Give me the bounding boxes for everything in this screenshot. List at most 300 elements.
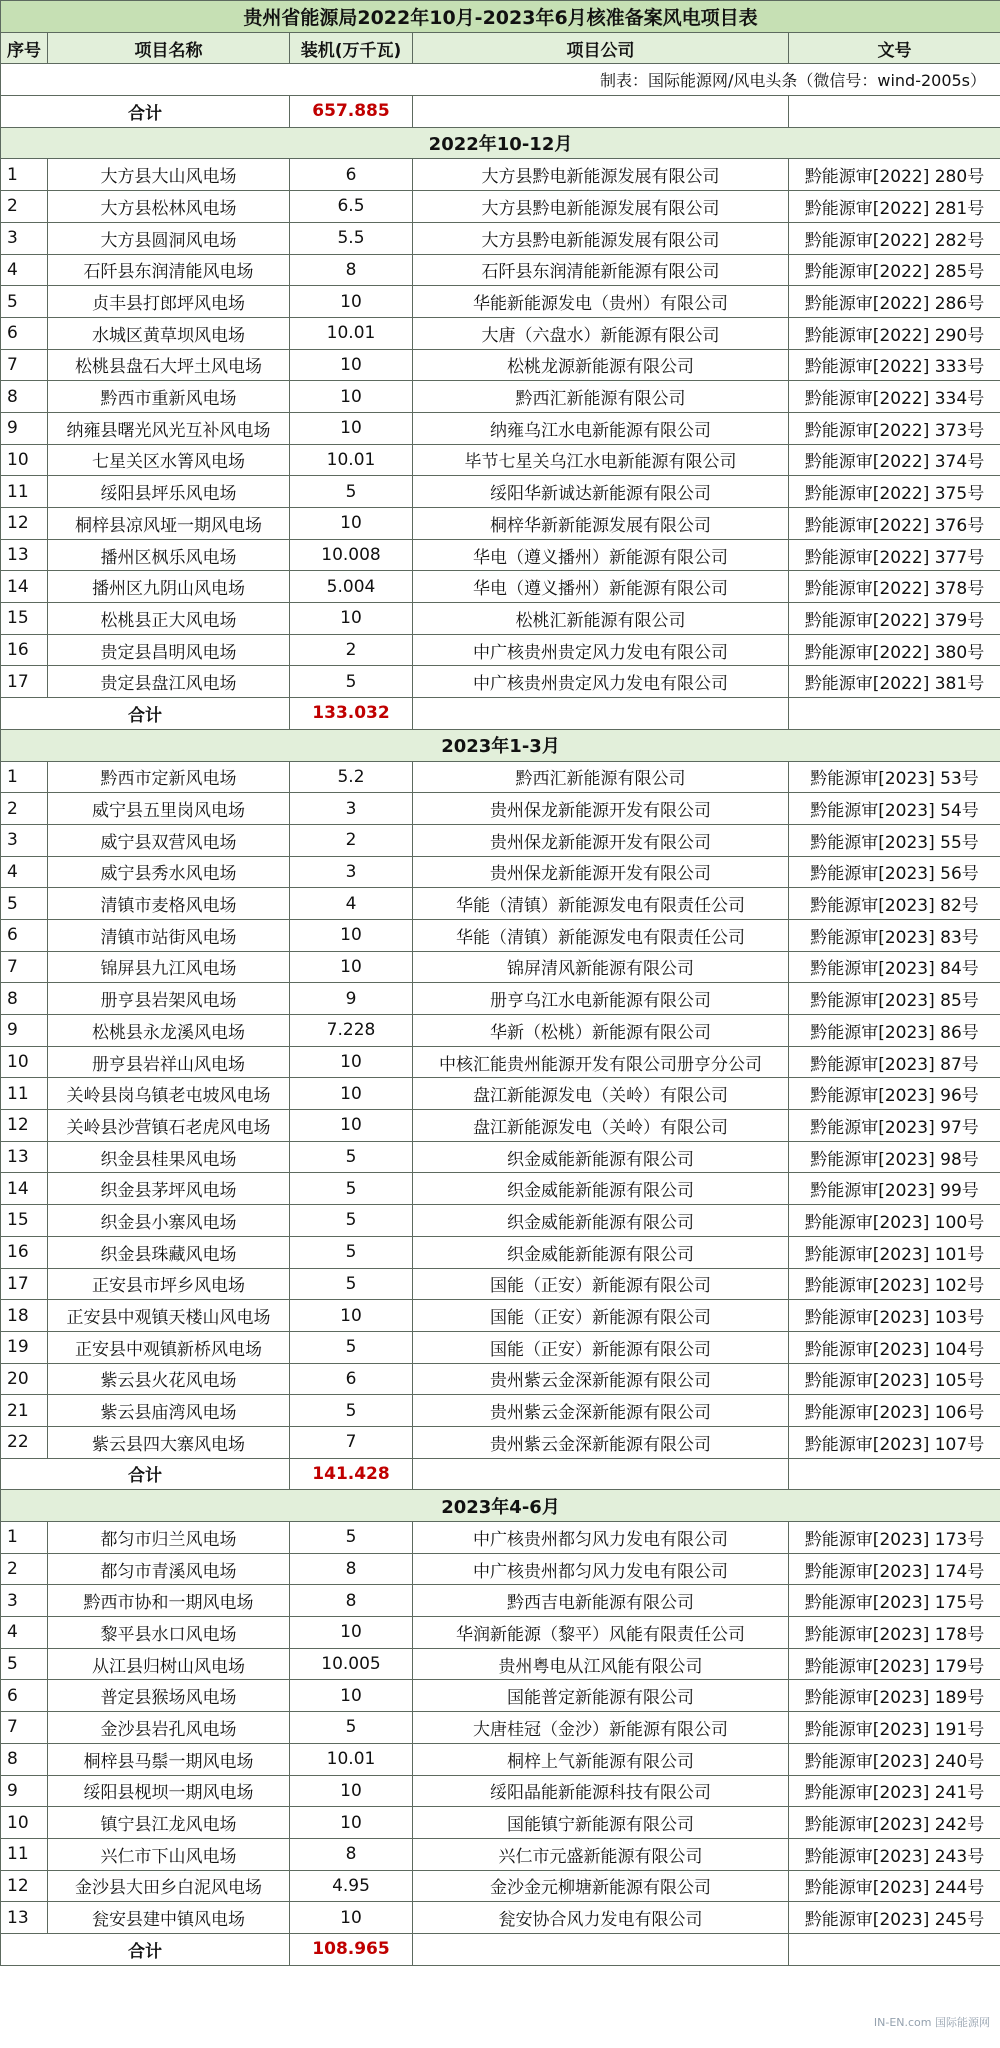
project-company: 大方县黔电新能源发展有限公司 — [413, 191, 789, 223]
capacity: 5 — [290, 1173, 413, 1205]
project-name: 紫云县火花风电场 — [48, 1363, 290, 1395]
project-company: 毕节七星关乌江水电新能源有限公司 — [413, 444, 789, 476]
table-row — [1, 1522, 1000, 1554]
row-index: 11 — [1, 476, 48, 508]
project-name: 紫云县四大寨风电场 — [48, 1426, 290, 1458]
table-row — [1, 824, 1000, 856]
project-company: 国能（正安）新能源有限公司 — [413, 1300, 789, 1332]
capacity: 5 — [290, 666, 413, 698]
table-row — [1, 603, 1000, 635]
table-row — [1, 1078, 1000, 1110]
capacity: 10 — [290, 412, 413, 444]
row-index: 21 — [1, 1395, 48, 1427]
project-name: 桐梓县凉风垭一期风电场 — [48, 508, 290, 540]
table-row — [1, 1331, 1000, 1363]
section-total-value: 133.032 — [290, 698, 413, 730]
table-row — [1, 1617, 1000, 1649]
capacity: 5.004 — [290, 571, 413, 603]
capacity: 10 — [290, 919, 413, 951]
capacity: 7 — [290, 1426, 413, 1458]
project-company: 贵州保龙新能源开发有限公司 — [413, 856, 789, 888]
capacity: 10 — [290, 349, 413, 381]
table-row — [1, 1775, 1000, 1807]
grand-total-row — [1, 96, 1000, 128]
table-row — [1, 191, 1000, 223]
header-capacity: 装机(万千瓦) — [290, 32, 413, 64]
project-company: 贵州紫云金深新能源有限公司 — [413, 1426, 789, 1458]
project-company: 盘江新能源发电（关岭）有限公司 — [413, 1078, 789, 1110]
document-number: 黔能源审[2023] 243号 — [789, 1838, 1000, 1870]
table-row — [1, 317, 1000, 349]
document-number: 黔能源审[2023] 173号 — [789, 1522, 1000, 1554]
capacity: 4 — [290, 888, 413, 920]
table-row — [1, 1205, 1000, 1237]
project-name: 黎平县水口风电场 — [48, 1617, 290, 1649]
project-company: 中广核贵州贵定风力发电有限公司 — [413, 634, 789, 666]
project-name: 贵定县盘江风电场 — [48, 666, 290, 698]
row-index: 11 — [1, 1078, 48, 1110]
project-name: 松桃县正大风电场 — [48, 603, 290, 635]
capacity: 10.01 — [290, 1743, 413, 1775]
table-row — [1, 381, 1000, 413]
project-company: 大方县黔电新能源发展有限公司 — [413, 159, 789, 191]
capacity: 10.005 — [290, 1648, 413, 1680]
table-row — [1, 222, 1000, 254]
row-index: 14 — [1, 1173, 48, 1205]
section-header-row — [1, 127, 1000, 159]
project-name: 关岭县沙营镇石老虎风电场 — [48, 1110, 290, 1142]
project-company: 华新（松桃）新能源有限公司 — [413, 1015, 789, 1047]
section-title: 2023年4-6月 — [1, 1490, 1000, 1522]
document-number: 黔能源审[2023] 83号 — [789, 919, 1000, 951]
document-number: 黔能源审[2023] 244号 — [789, 1870, 1000, 1902]
row-index: 8 — [1, 983, 48, 1015]
document-number: 黔能源审[2023] 54号 — [789, 793, 1000, 825]
table-row — [1, 159, 1000, 191]
capacity: 10 — [290, 1046, 413, 1078]
table-row — [1, 1743, 1000, 1775]
empty-cell — [413, 96, 789, 128]
project-name: 大方县圆洞风电场 — [48, 222, 290, 254]
project-name: 金沙县岩孔风电场 — [48, 1712, 290, 1744]
project-name: 织金县小寨风电场 — [48, 1205, 290, 1237]
capacity: 9 — [290, 983, 413, 1015]
row-index: 14 — [1, 571, 48, 603]
document-number: 黔能源审[2022] 375号 — [789, 476, 1000, 508]
project-company: 国能普定新能源有限公司 — [413, 1680, 789, 1712]
project-name: 织金县茅坪风电场 — [48, 1173, 290, 1205]
capacity: 10 — [290, 1902, 413, 1934]
project-name: 黔西市协和一期风电场 — [48, 1585, 290, 1617]
credit-row — [1, 64, 1000, 96]
project-company: 贵州粤电从江风能有限公司 — [413, 1648, 789, 1680]
project-name: 瓮安县建中镇风电场 — [48, 1902, 290, 1934]
empty-cell — [789, 1458, 1000, 1490]
section-header-row — [1, 1490, 1000, 1522]
capacity: 10 — [290, 1300, 413, 1332]
project-company: 纳雍乌江水电新能源有限公司 — [413, 412, 789, 444]
table-row — [1, 1015, 1000, 1047]
document-number: 黔能源审[2023] 245号 — [789, 1902, 1000, 1934]
capacity: 5.2 — [290, 761, 413, 793]
project-company: 大方县黔电新能源发展有限公司 — [413, 222, 789, 254]
project-company: 贵州紫云金深新能源有限公司 — [413, 1363, 789, 1395]
project-company: 华润新能源（黎平）风能有限责任公司 — [413, 1617, 789, 1649]
document-number: 黔能源审[2022] 376号 — [789, 508, 1000, 540]
project-company: 织金威能新能源有限公司 — [413, 1141, 789, 1173]
capacity: 5 — [290, 1236, 413, 1268]
project-name: 威宁县双营风电场 — [48, 824, 290, 856]
row-index: 11 — [1, 1838, 48, 1870]
row-index: 19 — [1, 1331, 48, 1363]
empty-cell — [413, 698, 789, 730]
capacity: 10 — [290, 286, 413, 318]
document-number: 黔能源审[2023] 87号 — [789, 1046, 1000, 1078]
table-row — [1, 761, 1000, 793]
section-header-row — [1, 729, 1000, 761]
capacity: 10 — [290, 508, 413, 540]
document-number: 黔能源审[2022] 282号 — [789, 222, 1000, 254]
project-name: 石阡县东润清能风电场 — [48, 254, 290, 286]
document-number: 黔能源审[2022] 373号 — [789, 412, 1000, 444]
empty-cell — [789, 698, 1000, 730]
empty-cell — [789, 96, 1000, 128]
row-index: 2 — [1, 191, 48, 223]
document-number: 黔能源审[2022] 285号 — [789, 254, 1000, 286]
project-company: 锦屏清风新能源有限公司 — [413, 951, 789, 983]
table-row — [1, 1268, 1000, 1300]
capacity: 10 — [290, 603, 413, 635]
row-index: 13 — [1, 1141, 48, 1173]
project-name: 贞丰县打郎坪风电场 — [48, 286, 290, 318]
capacity: 10.01 — [290, 444, 413, 476]
document-number: 黔能源审[2022] 381号 — [789, 666, 1000, 698]
table-row — [1, 1141, 1000, 1173]
capacity: 2 — [290, 634, 413, 666]
row-index: 17 — [1, 666, 48, 698]
capacity: 3 — [290, 856, 413, 888]
capacity: 10.01 — [290, 317, 413, 349]
project-name: 绥阳县坪乐风电场 — [48, 476, 290, 508]
table-row — [1, 1553, 1000, 1585]
document-number: 黔能源审[2023] 99号 — [789, 1173, 1000, 1205]
row-index: 10 — [1, 1807, 48, 1839]
project-company: 大唐桂冠（金沙）新能源有限公司 — [413, 1712, 789, 1744]
row-index: 20 — [1, 1363, 48, 1395]
project-company: 国能镇宁新能源有限公司 — [413, 1807, 789, 1839]
document-number: 黔能源审[2023] 102号 — [789, 1268, 1000, 1300]
section-total-value: 141.428 — [290, 1458, 413, 1490]
table-row — [1, 476, 1000, 508]
project-company: 华能新能源发电（贵州）有限公司 — [413, 286, 789, 318]
capacity: 10 — [290, 1680, 413, 1712]
project-name: 正安县中观镇新桥风电场 — [48, 1331, 290, 1363]
project-name: 镇宁县江龙风电场 — [48, 1807, 290, 1839]
row-index: 6 — [1, 317, 48, 349]
table-row — [1, 1838, 1000, 1870]
project-company: 中广核贵州贵定风力发电有限公司 — [413, 666, 789, 698]
row-index: 3 — [1, 1585, 48, 1617]
project-company: 中广核贵州都匀风力发电有限公司 — [413, 1553, 789, 1585]
row-index: 7 — [1, 349, 48, 381]
table-row — [1, 951, 1000, 983]
project-company: 国能（正安）新能源有限公司 — [413, 1331, 789, 1363]
section-total-label: 合计 — [1, 1458, 290, 1490]
project-company: 桐梓上气新能源有限公司 — [413, 1743, 789, 1775]
section-total-row — [1, 698, 1000, 730]
row-index: 3 — [1, 222, 48, 254]
row-index: 4 — [1, 856, 48, 888]
table-row — [1, 1712, 1000, 1744]
document-number: 黔能源审[2022] 378号 — [789, 571, 1000, 603]
table-row — [1, 1680, 1000, 1712]
project-name: 清镇市麦格风电场 — [48, 888, 290, 920]
table-row — [1, 1236, 1000, 1268]
project-name: 桐梓县马鬃一期风电场 — [48, 1743, 290, 1775]
header-company: 项目公司 — [413, 32, 789, 64]
project-company: 贵州保龙新能源开发有限公司 — [413, 824, 789, 856]
document-number: 黔能源审[2023] 175号 — [789, 1585, 1000, 1617]
row-index: 12 — [1, 508, 48, 540]
document-number: 黔能源审[2023] 106号 — [789, 1395, 1000, 1427]
project-name: 松桃县永龙溪风电场 — [48, 1015, 290, 1047]
project-name: 绥阳县枧坝一期风电场 — [48, 1775, 290, 1807]
project-name: 贵定县昌明风电场 — [48, 634, 290, 666]
row-index: 6 — [1, 1680, 48, 1712]
document-number: 黔能源审[2022] 377号 — [789, 539, 1000, 571]
document-number: 黔能源审[2022] 286号 — [789, 286, 1000, 318]
row-index: 1 — [1, 1522, 48, 1554]
capacity: 8 — [290, 1585, 413, 1617]
row-index: 3 — [1, 824, 48, 856]
project-company: 中广核贵州都匀风力发电有限公司 — [413, 1522, 789, 1554]
capacity: 4.95 — [290, 1870, 413, 1902]
table-row — [1, 919, 1000, 951]
section-title: 2022年10-12月 — [1, 127, 1000, 159]
document-number: 黔能源审[2023] 240号 — [789, 1743, 1000, 1775]
table-row — [1, 1395, 1000, 1427]
project-company: 贵州紫云金深新能源有限公司 — [413, 1395, 789, 1427]
row-index: 6 — [1, 919, 48, 951]
project-name: 紫云县庙湾风电场 — [48, 1395, 290, 1427]
row-index: 17 — [1, 1268, 48, 1300]
row-index: 13 — [1, 539, 48, 571]
project-company: 华电（遵义播州）新能源有限公司 — [413, 571, 789, 603]
project-name: 大方县松林风电场 — [48, 191, 290, 223]
document-number: 黔能源审[2022] 290号 — [789, 317, 1000, 349]
section-total-value: 108.965 — [290, 1933, 413, 1965]
document-number: 黔能源审[2023] 96号 — [789, 1078, 1000, 1110]
table-row — [1, 888, 1000, 920]
row-index: 8 — [1, 381, 48, 413]
document-number: 黔能源审[2022] 281号 — [789, 191, 1000, 223]
document-number: 黔能源审[2022] 379号 — [789, 603, 1000, 635]
project-company: 国能（正安）新能源有限公司 — [413, 1268, 789, 1300]
empty-cell — [413, 1933, 789, 1965]
project-name: 关岭县岗乌镇老屯坡风电场 — [48, 1078, 290, 1110]
row-index: 12 — [1, 1110, 48, 1142]
capacity: 8 — [290, 254, 413, 286]
capacity: 10 — [290, 381, 413, 413]
row-index: 12 — [1, 1870, 48, 1902]
table-row — [1, 1173, 1000, 1205]
project-name: 威宁县秀水风电场 — [48, 856, 290, 888]
document-number: 黔能源审[2023] 85号 — [789, 983, 1000, 1015]
table-row — [1, 1426, 1000, 1458]
document-number: 黔能源审[2023] 107号 — [789, 1426, 1000, 1458]
section-title: 2023年1-3月 — [1, 729, 1000, 761]
project-name: 松桃县盘石大坪土风电场 — [48, 349, 290, 381]
project-name: 七星关区水箐风电场 — [48, 444, 290, 476]
capacity: 5 — [290, 1395, 413, 1427]
row-index: 10 — [1, 1046, 48, 1078]
table-row — [1, 793, 1000, 825]
document-number: 黔能源审[2023] 189号 — [789, 1680, 1000, 1712]
project-name: 威宁县五里岗风电场 — [48, 793, 290, 825]
table-credit: 制表：国际能源网/风电头条（微信号：wind-2005s） — [1, 64, 1000, 96]
table-row — [1, 1363, 1000, 1395]
row-index: 15 — [1, 603, 48, 635]
document-number: 黔能源审[2023] 179号 — [789, 1648, 1000, 1680]
project-name: 册亨县岩祥山风电场 — [48, 1046, 290, 1078]
section-total-label: 合计 — [1, 698, 290, 730]
project-name: 从江县归树山风电场 — [48, 1648, 290, 1680]
table-row — [1, 508, 1000, 540]
table-row — [1, 856, 1000, 888]
header-index: 序号 — [1, 32, 48, 64]
document-number: 黔能源审[2023] 105号 — [789, 1363, 1000, 1395]
section-total-row — [1, 1933, 1000, 1965]
empty-cell — [413, 1458, 789, 1490]
table-row — [1, 539, 1000, 571]
document-number: 黔能源审[2023] 178号 — [789, 1617, 1000, 1649]
document-number: 黔能源审[2022] 333号 — [789, 349, 1000, 381]
document-number: 黔能源审[2023] 82号 — [789, 888, 1000, 920]
project-name: 水城区黄草坝风电场 — [48, 317, 290, 349]
capacity: 2 — [290, 824, 413, 856]
document-number: 黔能源审[2023] 100号 — [789, 1205, 1000, 1237]
project-company: 华电（遵义播州）新能源有限公司 — [413, 539, 789, 571]
project-company: 大唐（六盘水）新能源有限公司 — [413, 317, 789, 349]
project-name: 金沙县大田乡白泥风电场 — [48, 1870, 290, 1902]
row-index: 18 — [1, 1300, 48, 1332]
table-row — [1, 571, 1000, 603]
table-row — [1, 634, 1000, 666]
section-total-row — [1, 1458, 1000, 1490]
document-number: 黔能源审[2023] 174号 — [789, 1553, 1000, 1585]
table-row — [1, 412, 1000, 444]
project-company: 松桃龙源新能源有限公司 — [413, 349, 789, 381]
grand-total-label: 合计 — [1, 96, 290, 128]
capacity: 5 — [290, 1712, 413, 1744]
project-company: 册亨乌江水电新能源有限公司 — [413, 983, 789, 1015]
capacity: 5.5 — [290, 222, 413, 254]
table-row — [1, 983, 1000, 1015]
capacity: 8 — [290, 1838, 413, 1870]
document-number: 黔能源审[2023] 98号 — [789, 1141, 1000, 1173]
project-name: 播州区九阴山风电场 — [48, 571, 290, 603]
table-row — [1, 1902, 1000, 1934]
row-index: 9 — [1, 1775, 48, 1807]
grand-total-value: 657.885 — [290, 96, 413, 128]
capacity: 10 — [290, 1807, 413, 1839]
document-number: 黔能源审[2022] 280号 — [789, 159, 1000, 191]
row-index: 8 — [1, 1743, 48, 1775]
project-company: 织金威能新能源有限公司 — [413, 1205, 789, 1237]
project-name: 织金县桂果风电场 — [48, 1141, 290, 1173]
capacity: 5 — [290, 476, 413, 508]
table-row — [1, 1585, 1000, 1617]
capacity: 10 — [290, 1617, 413, 1649]
document-number: 黔能源审[2023] 86号 — [789, 1015, 1000, 1047]
capacity: 5 — [290, 1522, 413, 1554]
row-index: 2 — [1, 793, 48, 825]
capacity: 6 — [290, 159, 413, 191]
table-row — [1, 286, 1000, 318]
project-name: 正安县中观镇天楼山风电场 — [48, 1300, 290, 1332]
project-name: 正安县市坪乡风电场 — [48, 1268, 290, 1300]
project-company: 绥阳晶能新能源科技有限公司 — [413, 1775, 789, 1807]
capacity: 5 — [290, 1268, 413, 1300]
table-row — [1, 1110, 1000, 1142]
row-index: 9 — [1, 1015, 48, 1047]
project-name: 兴仁市下山风电场 — [48, 1838, 290, 1870]
capacity: 10 — [290, 1078, 413, 1110]
project-company: 织金威能新能源有限公司 — [413, 1173, 789, 1205]
row-index: 9 — [1, 412, 48, 444]
capacity: 3 — [290, 793, 413, 825]
document-number: 黔能源审[2023] 84号 — [789, 951, 1000, 983]
capacity: 5 — [290, 1205, 413, 1237]
header-document-number: 文号 — [789, 32, 1000, 64]
capacity: 10 — [290, 1110, 413, 1142]
capacity: 7.228 — [290, 1015, 413, 1047]
row-index: 5 — [1, 286, 48, 318]
project-company: 黔西汇新能源有限公司 — [413, 381, 789, 413]
project-company: 盘江新能源发电（关岭）有限公司 — [413, 1110, 789, 1142]
project-company: 兴仁市元盛新能源有限公司 — [413, 1838, 789, 1870]
project-company: 黔西吉电新能源有限公司 — [413, 1585, 789, 1617]
row-index: 13 — [1, 1902, 48, 1934]
document-number: 黔能源审[2023] 101号 — [789, 1236, 1000, 1268]
table-row — [1, 349, 1000, 381]
capacity: 5 — [290, 1141, 413, 1173]
document-number: 黔能源审[2023] 53号 — [789, 761, 1000, 793]
section-total-label: 合计 — [1, 1933, 290, 1965]
row-index: 1 — [1, 761, 48, 793]
project-name: 册亨县岩架风电场 — [48, 983, 290, 1015]
document-number: 黔能源审[2023] 97号 — [789, 1110, 1000, 1142]
row-index: 16 — [1, 634, 48, 666]
project-company: 金沙金元柳塘新能源有限公司 — [413, 1870, 789, 1902]
project-name: 大方县大山风电场 — [48, 159, 290, 191]
project-name: 纳雍县曙光风光互补风电场 — [48, 412, 290, 444]
capacity: 6 — [290, 1363, 413, 1395]
project-name: 播州区枫乐风电场 — [48, 539, 290, 571]
table-row — [1, 1046, 1000, 1078]
project-company: 中核汇能贵州能源开发有限公司册亨分公司 — [413, 1046, 789, 1078]
capacity: 10.008 — [290, 539, 413, 571]
project-name: 都匀市青溪风电场 — [48, 1553, 290, 1585]
document-number: 黔能源审[2023] 56号 — [789, 856, 1000, 888]
project-name: 织金县珠藏风电场 — [48, 1236, 290, 1268]
row-index: 5 — [1, 888, 48, 920]
project-company: 黔西汇新能源有限公司 — [413, 761, 789, 793]
title-row — [1, 1, 1000, 33]
project-name: 黔西市重新风电场 — [48, 381, 290, 413]
document-number: 黔能源审[2022] 374号 — [789, 444, 1000, 476]
row-index: 22 — [1, 1426, 48, 1458]
